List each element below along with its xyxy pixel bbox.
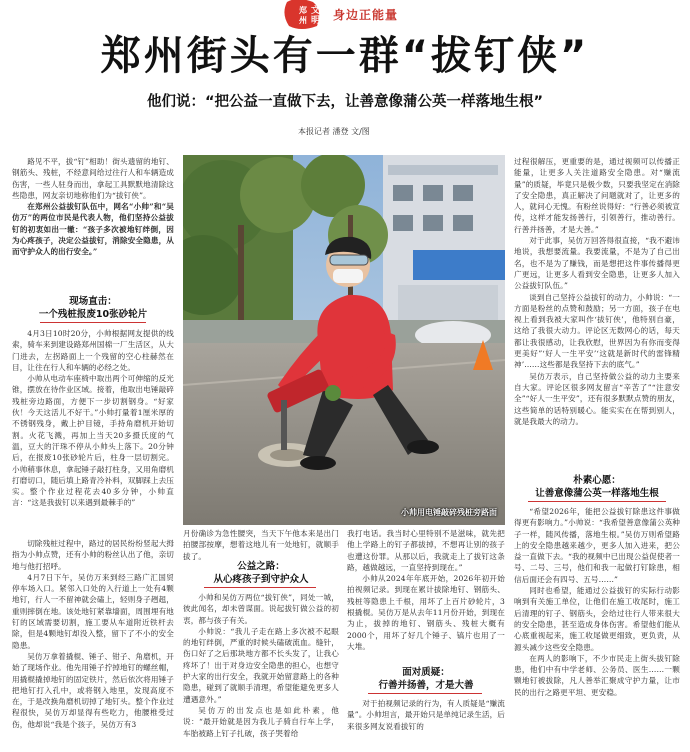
photo-scene [183, 155, 505, 525]
article-title: 郑州街头有一群“拔钉侠” [100, 33, 590, 79]
paragraph: 4月3日10时20分，小帅根据网友提供的线索，骑车来到建设路郑州国棉一厂生活区，从大门进去，左拐路面上一个残留的空心柱赫然在目，让往在行人和车辆的必经之处。 [12, 329, 174, 372]
paragraph: “希望2026年，能把公益拔钉除患这件事做得更有影响力。”小帅说：“我希望善意像蒲公英种子一样，随风传播，落地生根。”吴仿万则希望路上的安全隐患越来越少，更多人加入进来，把公益一直做下去。“我的视频中已出现公益促使者一号、二号、三号，他们和我一起做打钉除患，相信后面还会有四号、五号……” [514, 507, 680, 584]
section-heading-title: 一个残桩报废10张砂轮片 [38, 309, 148, 320]
column-1-text-a [12, 328, 174, 509]
section-heading-label: 朴素心愿： [573, 475, 621, 486]
paragraph: 4月7日下午，吴仿万来到经三路广汇国贸停车场入口。紧邻入口处的入行道上一处有4颗地钉，行人一不留神就会磕上，轻则身子趔趄，重则摔倒在地。该处地钉紧靠墙面，周围埋有地钉的区域需要切割，施工要从车道附近铁杆去除，但是4颗地钉却没入整，留下了不小的安全隐患。 [12, 572, 174, 650]
paragraph: 对于拍视频记录的行为，有人质疑是“赚流量”。小帅坦言，最开始只是单纯记录生活，后来很多网友说看拔钉的 [347, 699, 505, 731]
paragraph: 谈到自己坚持公益拔钉的动力，小帅说：“一方面是粉丝的点赞和鼓励；另一方面，孩子在电视上看到我被大家叫作‘拔钉侠’，他特别自豪，这给了我很大动力。评论区无数网心的话，每天都让我很感动，让我欣慰，世界因为有你而变得更美好”‘好人一生平安’‘这就是新时代的雷锋精神’……这些都是我坚持下去的底气。” [514, 292, 680, 370]
photo [183, 155, 505, 525]
article-subtitle: 他们说：“把公益一直做下去，让善意像蒲公英一样落地生根” [146, 94, 544, 110]
section-rule [204, 587, 316, 588]
paragraph: 吴仿万的出发点也是如此朴素，他说：“最开始就是因为我儿子骑自行车上学，车胎被路上钉子扎破，孩子哭着给 [183, 705, 339, 738]
column-badge [283, 0, 331, 30]
column-1-text-b [12, 538, 174, 730]
section-label: 身边正能量 [333, 8, 399, 22]
column-4-text-b [514, 506, 680, 698]
paragraph: 小帅和吴仿万两位“拔钉侠”，同处一城，彼此闻名，却未曾谋面。说起拔钉做公益的初衷，都与孩子有关。 [183, 593, 339, 625]
column-3-text-b [347, 698, 505, 732]
badge-shape [283, 0, 331, 30]
section-heading-label: 公益之路： [237, 561, 285, 572]
paragraph: 小帅说：“我儿子走在路上多次被不起眼的地钉绊倒，严重的时候头磕破流血。缝针，伤口好了之后那块地方都不长头发了，让我心疼坏了！出于对身边安全隐患的担心，也想守护大家的出行安全，我就开始留意路上的各种隐患，碰到了就顺手清理，希望能避免更多人遭遇意外。” [183, 626, 339, 704]
section-rule [368, 693, 482, 694]
paragraph: 对于此事，吴仿万回答得很直接，“我不避讳地说，我想要流量。我要流量，不是为了自己出名，也不是为了赚钱，而是想把这件事传播得更广更远，让更多人看到安全隐患，让更多人加入公益拔钉队伍。” [514, 236, 680, 291]
paragraph: 小帅从2024年年底开始，2026年初开始拍视频记录。到现在累计拔除地钉、钢筋头、残桩等隐患上千根，用坏了上百片砂轮片，3根撬棍。吴仿万是从去年11月份开始，到现在为止，拔掉的地钉、钢筋头、残桩大概有2000个，用坏了好几个锤子、镐片也用了一大堆。 [347, 574, 505, 651]
column-2-text-b [183, 592, 339, 739]
section-heading-2 [183, 560, 339, 586]
section-heading-4 [514, 474, 680, 500]
paragraph: 我打电话。我当时心里特别不是滋味，就先把他上学路上的钉子都拔掉，不想再让别的孩子也遭这份罪。从那以后，我就走上了拔钉这条路，越做越远，一直坚持到现在。” [347, 529, 505, 572]
section-heading-title: 行善并扬善，才是大善 [378, 680, 474, 691]
paragraph: 切除残桩过程中，路过的居民纷纷竖起大拇指为小帅点赞，还有小帅的粉丝认出了他，亲切地与他打招呼。 [12, 539, 174, 571]
section-heading-title: 让善意像蒲公英一样落地生根 [535, 488, 659, 499]
section-heading-1 [12, 295, 174, 321]
section-heading-label: 面对质疑： [402, 667, 450, 678]
section-rule [40, 322, 146, 323]
byline: 本报记者 潘登 文/图 [298, 127, 370, 136]
paragraph: 吴仿万表示，自己坚持做公益的动力主要来自大家。评论区很多网友留言“辛苦了”“注意安全”“好人一生平安”，还有很多默默点赞的朋友，这些简单的话特别暖心。能实实在在帮到别人，就是我最大的动力。 [514, 371, 680, 426]
paragraph: 同时也希望，能通过公益拔钉的实际行动影响到有关施工单位，让他们在施工收尾时，施工后清理的钉子、钢筋头，会给过往行人带来很大的安全隐患，甚至造成身体伤害。希望他们能从心底重视起来，施工收尾做更细致，更负责，从源头减少这些安全隐患。 [514, 586, 680, 652]
badge-char: 文 [311, 6, 321, 16]
paragraph: 过程很解压，更重要的是，通过视频可以传播正能量，让更多人关注道路安全隐患。对“赚流量”的质疑，毕竟只是极少数，只要我坚定在消除了安全隐患，真正解决了问题就对了，让更多的人，就问心无愧。有粉丝说得好：“行善必须被宣传，这样才能发扬善行，引领善行，推动善行。行善并扬善，才是大善。” [514, 157, 680, 234]
paragraph: 在两人的影响下，不少市民走上街头拔钉除患，他们中有中学老师、公务员、医生……一颗颗地钉被拔除，凡人善举汇聚成守护力量，让市民的出行之路更平坦、更安稳。 [514, 653, 680, 697]
paragraph: 在郑州公益拔钉队伍中，网名“小帅”和“吴仿万”的两位市民是代表人物，他们坚持公益拔钉的初衷如出一辙：“孩子多次被地钉绊倒，因为心疼孩子，决定公益拔钉，消除安全隐患，从而守护众人的出行安全。” [12, 202, 174, 257]
column-3-text-a [347, 528, 505, 652]
paragraph: 月份确诊为急性腰突，当天下午他本来是出门拍腰部按摩，想着这地儿有一处地钉，就顺手拔了。 [183, 529, 339, 561]
badge-char: 州 [299, 16, 307, 25]
badge-char: 明 [311, 16, 321, 26]
intro-text [12, 156, 174, 258]
section-rule [528, 501, 666, 502]
badge-char: 郑 [299, 6, 307, 15]
column-4-text-a [514, 156, 680, 427]
section-heading-3 [347, 666, 505, 692]
paragraph: 小帅从电动车座椅中取出两个可伸缩的反光锥，摆放在待作业区域。接着，他取出电锤敲碎残桩旁边路面，方便下一步切割钢身。“好家伙！今天这活儿不好干。”小帅打量着1厘米厚的不锈钢残身，戴上护目镜，手持角磨机开始切割。火花飞溅，再加上当天20多摄氏度的气温，豆大的汗珠不停从小帅头上落下。20分钟后，在报废10张砂轮片后，柱身一层切割完。小帅稍事休息，拿起锤子敲打柱身，又用角磨机打磨切口，随后填上路青冷补料，双脚踩上去压实。整个作业过程花去40多分钟，小帅直言：“这是我拔钉以来遇到最棘手的” [12, 374, 174, 508]
paragraph: 路见不平，拔“钉”相助！街头遗留的地钉、钢筋头、残桩，不经意间给过往行人和车辆造成伤害，一些人驻身而出，拿起工具默默地清除这些隐患，网友亲切地称他们为“拔钉侠”。 [12, 157, 174, 200]
section-heading-title: 从心疼孩子到守护众人 [213, 574, 309, 585]
photo-caption: 小帅用电锤敲碎残桩旁路面 [401, 508, 497, 517]
section-heading-label: 现场直击： [69, 296, 117, 307]
paragraph: 吴仿万拿着撬棍、锤子、钳子、角磨机，开始了现场作业。他先用锤子拧掉地钉的螺丝帽，用撬棍撬掉地钉的固定铁片，然后依次将用锤子把地钉打入孔中，或将钢入地里，发现高度不在，于是改换角磨机切掉了地钉头。整个作业过程很快，吴仿万却显得有些吃力，他腰椎受过伤，他却说“我是个孩子，吴仿万有3 [12, 651, 174, 729]
column-2-text-a [183, 528, 339, 562]
